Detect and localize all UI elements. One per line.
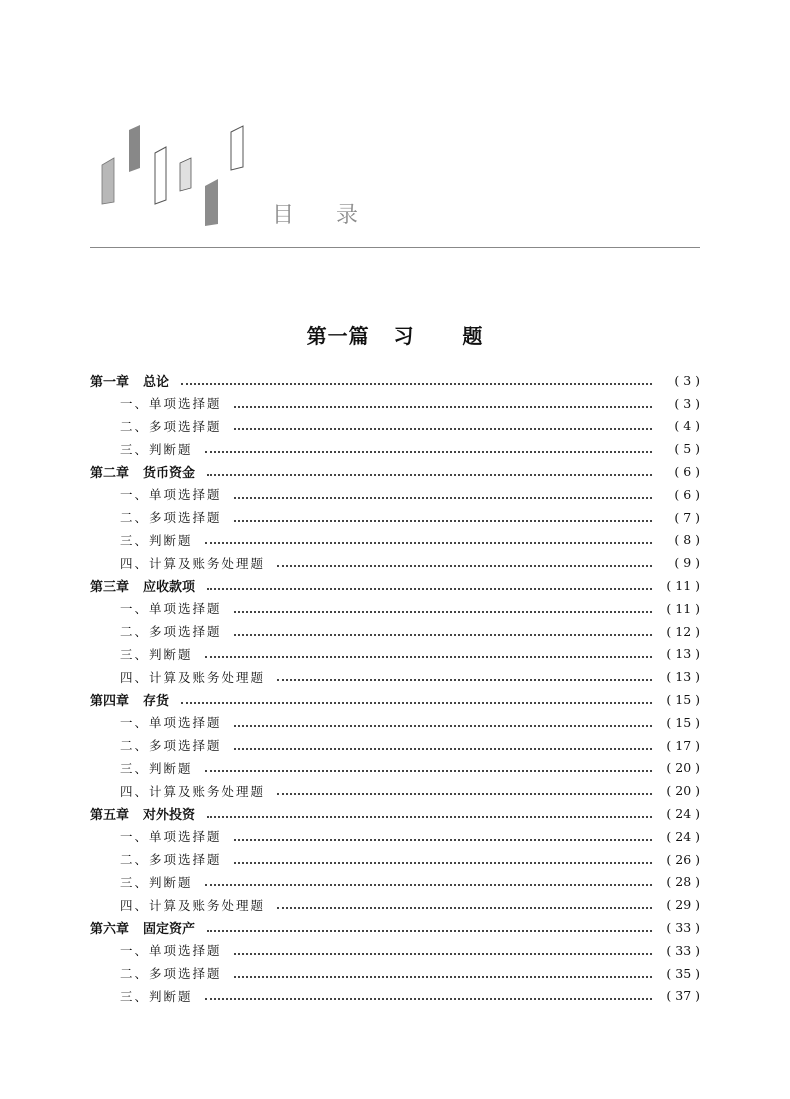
dot-leader	[234, 405, 652, 408]
toc-section-row[interactable]	[90, 779, 700, 802]
page-number: ( 28 )	[666, 874, 700, 890]
toc-entry-label	[90, 918, 207, 937]
page-number: ( 15 )	[666, 714, 700, 730]
page-number: ( 37 )	[666, 988, 700, 1004]
toc-heading	[272, 198, 358, 229]
toc-section-row[interactable]	[90, 665, 700, 688]
toc-entry-title: 货币资金	[143, 466, 196, 482]
dot-leader	[234, 496, 652, 499]
toc-entry-label	[120, 599, 234, 617]
toc-section-row[interactable]	[90, 597, 700, 620]
toc-entry-label	[120, 645, 205, 663]
dot-leader	[181, 701, 652, 704]
toc-entry-title: 四、计算及账务处理题	[120, 897, 266, 913]
page-number: ( 13 )	[666, 669, 700, 685]
toc-section-row[interactable]	[90, 757, 700, 780]
toc-entry-label	[120, 964, 234, 982]
toc-entry-title: 四、计算及账务处理题	[120, 669, 266, 685]
toc-chapter-row[interactable]	[90, 574, 700, 597]
page-number: ( 6 )	[674, 464, 700, 480]
toc-entry-label	[120, 850, 234, 868]
page-number: ( 24 )	[666, 828, 700, 844]
table-of-contents	[90, 369, 700, 1007]
dot-leader	[234, 610, 652, 613]
page-number: ( 35 )	[666, 965, 700, 981]
toc-entry-label	[90, 462, 207, 481]
page-number: ( 5 )	[674, 441, 700, 457]
toc-section-row[interactable]	[90, 825, 700, 848]
toc-chapter-row[interactable]	[90, 802, 700, 825]
dot-leader	[234, 747, 652, 750]
page-number: ( 24 )	[666, 806, 700, 822]
page-number: ( 26 )	[666, 851, 700, 867]
toc-entry-label	[90, 690, 181, 709]
page-number: ( 20 )	[666, 760, 700, 776]
toc-section-row[interactable]	[90, 506, 700, 529]
dot-leader	[205, 655, 652, 658]
page-number: ( 3 )	[674, 395, 700, 411]
toc-entry-title: 四、计算及账务处理题	[120, 555, 266, 571]
toc-entry-label	[120, 417, 234, 435]
toc-entry-label	[120, 736, 234, 754]
toc-section-row[interactable]	[90, 415, 700, 438]
toc-chapter-row[interactable]	[90, 460, 700, 483]
toc-entry-title: 固定资产	[143, 922, 196, 938]
toc-entry-label	[90, 804, 207, 823]
toc-entry-title: 二、多项选择题	[120, 966, 222, 982]
dot-leader	[277, 792, 652, 795]
chapter-number: 第四章	[90, 694, 130, 710]
page-number: ( 11 )	[666, 578, 700, 594]
toc-entry-title: 总论	[143, 374, 170, 390]
toc-section-row[interactable]	[90, 551, 700, 574]
page-number: ( 15 )	[666, 692, 700, 708]
toc-entry-label	[120, 508, 234, 526]
page-number: ( 33 )	[666, 942, 700, 958]
page-number: ( 4 )	[674, 418, 700, 434]
toc-entry-title: 一、单项选择题	[120, 943, 222, 959]
toc-entry-label	[120, 782, 277, 800]
dot-leader	[234, 861, 652, 864]
toc-entry-label	[120, 759, 205, 777]
dot-leader	[234, 519, 652, 522]
dot-leader	[277, 564, 652, 567]
toc-entry-title: 二、多项选择题	[120, 418, 222, 434]
toc-entry-title: 三、判断题	[120, 874, 193, 890]
dot-leader	[234, 724, 652, 727]
toc-entry-label	[120, 485, 234, 503]
toc-entry-label	[120, 554, 277, 572]
decorative-bars-graphic	[90, 120, 290, 240]
toc-entry-title: 一、单项选择题	[120, 829, 222, 845]
toc-entry-title: 对外投资	[143, 808, 196, 824]
page-number: ( 33 )	[666, 920, 700, 936]
dot-leader	[205, 883, 652, 886]
toc-heading-char-1: 目	[272, 203, 295, 228]
page-number: ( 9 )	[674, 555, 700, 571]
page-number: ( 20 )	[666, 783, 700, 799]
toc-entry-title: 三、判断题	[120, 532, 193, 548]
dot-leader	[207, 929, 652, 932]
dot-leader	[181, 382, 652, 385]
dot-leader	[277, 906, 652, 909]
dot-leader	[207, 587, 652, 590]
dot-leader	[234, 427, 652, 430]
dot-leader	[234, 838, 652, 841]
toc-entry-label	[120, 622, 234, 640]
toc-entry-label	[120, 440, 205, 458]
toc-section-row[interactable]	[90, 643, 700, 666]
toc-entry-title: 应收款项	[143, 580, 196, 596]
dot-leader	[234, 952, 652, 955]
toc-entry-title: 存货	[143, 694, 170, 710]
toc-entry-title: 三、判断题	[120, 646, 193, 662]
chapter-number: 第三章	[90, 580, 130, 596]
toc-chapter-row[interactable]	[90, 369, 700, 392]
dot-leader	[205, 769, 652, 772]
header-rule	[90, 247, 700, 248]
page-number: ( 13 )	[666, 646, 700, 662]
page-number: ( 17 )	[666, 737, 700, 753]
toc-section-row[interactable]	[90, 392, 700, 415]
chapter-number: 第六章	[90, 922, 130, 938]
toc-entry-title: 一、单项选择题	[120, 601, 222, 617]
toc-entry-title: 一、单项选择题	[120, 487, 222, 503]
toc-section-row[interactable]	[90, 437, 700, 460]
toc-entry-label	[120, 668, 277, 686]
toc-entry-label	[120, 394, 234, 412]
toc-entry-label	[90, 371, 181, 390]
toc-entry-title: 三、判断题	[120, 988, 193, 1004]
toc-section-row[interactable]	[90, 939, 700, 962]
toc-section-row[interactable]	[90, 848, 700, 871]
dot-leader	[234, 975, 652, 978]
page-number: ( 12 )	[666, 623, 700, 639]
toc-entry-label	[120, 873, 205, 891]
page-number: ( 8 )	[674, 532, 700, 548]
toc-entry-title: 一、单项选择题	[120, 715, 222, 731]
dot-leader	[277, 678, 652, 681]
dot-leader	[205, 541, 652, 544]
dot-leader	[207, 815, 652, 818]
toc-entry-title: 三、判断题	[120, 760, 193, 776]
toc-entry-title: 二、多项选择题	[120, 738, 222, 754]
toc-entry-label	[120, 827, 234, 845]
toc-chapter-row[interactable]	[90, 688, 700, 711]
toc-entry-title: 二、多项选择题	[120, 852, 222, 868]
toc-heading-char-2: 录	[336, 203, 359, 228]
toc-entry-title: 三、判断题	[120, 441, 193, 457]
part-title: 第一篇 习 题	[306, 324, 484, 348]
toc-entry-label	[120, 713, 234, 731]
toc-section-row[interactable]	[90, 893, 700, 916]
toc-entry-title: 二、多项选择题	[120, 624, 222, 640]
page-number: ( 6 )	[674, 486, 700, 502]
toc-entry-label	[90, 576, 207, 595]
chapter-number: 第二章	[90, 466, 130, 482]
toc-entry-label	[120, 941, 234, 959]
chapter-number: 第五章	[90, 808, 130, 824]
toc-section-row[interactable]	[90, 871, 700, 894]
toc-entry-title: 二、多项选择题	[120, 510, 222, 526]
page-number: ( 7 )	[674, 509, 700, 525]
toc-chapter-row[interactable]	[90, 916, 700, 939]
toc-section-row[interactable]	[90, 962, 700, 985]
page-number: ( 11 )	[666, 600, 700, 616]
toc-entry-title: 四、计算及账务处理题	[120, 783, 266, 799]
toc-entry-label	[120, 987, 205, 1005]
dot-leader	[234, 633, 652, 636]
toc-section-row[interactable]	[90, 734, 700, 757]
page-number: ( 29 )	[666, 897, 700, 913]
toc-section-row[interactable]	[90, 985, 700, 1008]
toc-section-row[interactable]	[90, 711, 700, 734]
dot-leader	[207, 473, 652, 476]
chapter-number: 第一章	[90, 374, 130, 390]
toc-section-row[interactable]	[90, 529, 700, 552]
dot-leader	[205, 450, 652, 453]
toc-entry-label	[120, 531, 205, 549]
toc-section-row[interactable]	[90, 483, 700, 506]
dot-leader	[205, 997, 652, 1000]
toc-section-row[interactable]	[90, 620, 700, 643]
toc-entry-title: 一、单项选择题	[120, 396, 222, 412]
page-number: ( 3 )	[674, 372, 700, 388]
toc-entry-label	[120, 896, 277, 914]
